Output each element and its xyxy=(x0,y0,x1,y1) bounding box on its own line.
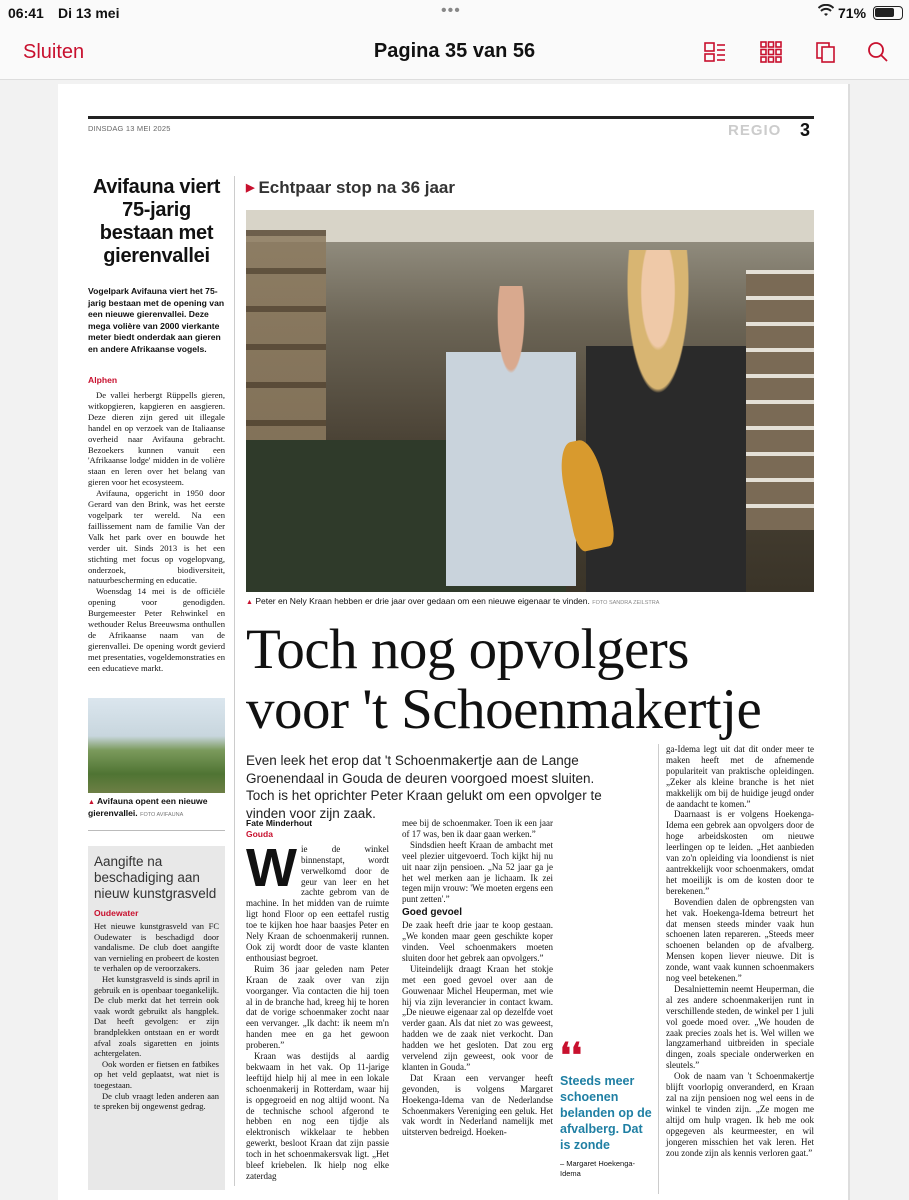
newspaper-page[interactable] xyxy=(58,84,848,1200)
paragraph: ie de winkel binnenstapt, wordt verwelkomd door de geur van leer en het zachte gebrom van de machine. In het midden van de ruimte ligt hond Floor op een eettafel rustig toe te kijken hoe haar baasjes Peter en Nely Kraan de schoenmakerij runnen. Ook zij wordt door de vaste klanten enthousiast begroet. xyxy=(246,843,389,963)
sidebar-place: Alphen xyxy=(88,375,118,385)
page-title: Pagina 35 van 56 xyxy=(373,40,536,62)
headline-line: Toch nog opvolgers xyxy=(246,618,689,681)
headline-line: voor 't Schoenmakertje xyxy=(246,678,762,741)
search-icon[interactable] xyxy=(866,40,892,66)
sidebar-body xyxy=(88,390,225,674)
news-brief-box xyxy=(88,846,225,1190)
article-place: Gouda xyxy=(246,828,273,839)
paragraph: mee bij de schoenmaker. Toen ik een jaar of 17 was, ben ik daar gaan werken.” xyxy=(402,818,553,839)
author-byline: Fate Minderhout xyxy=(246,818,313,828)
brief-body xyxy=(94,921,219,1112)
column-rule xyxy=(658,744,659,1194)
status-date: Di 13 mei xyxy=(58,5,120,21)
column-rule xyxy=(234,176,235,1186)
section-label: REGIO xyxy=(728,122,782,139)
photo-credit: FOTO AVIFAUNA xyxy=(140,812,184,818)
paragraph: ga-Idema legt uit dat dit onder meer te maken heeft met de afnemende populariteit van praktische opleidingen. „Zeker als kleine branche is het niet makkelijk om bij de huidige jeugd onder de aandacht te komen.” xyxy=(666,744,814,809)
paragraph: Kraan was destijds al aardig bekwaam in het vak. Op 11-jarige leeftijd hielp hij al mee in een lokale schoenmakerij in Rotterdam, waar hij is opgegroeid en nog altijd woont. Na de technische school afgerond te hebben en nog een tijdje als elektronisch wikkelaar te hebben gewerkt, besloot Kraan dat zijn passie toch in het schoenmakersvak ligt. „Het bleef kriebelen. Ik hielp nog elke zaterdag xyxy=(246,1051,389,1181)
battery-percentage: 71% xyxy=(838,5,867,21)
subheading: Goed gevoel xyxy=(402,907,463,919)
vulture-valley-photo xyxy=(88,698,225,793)
divider xyxy=(88,830,225,831)
page-number: 3 xyxy=(800,120,811,140)
paragraph: Het kunstgrasveld is sinds april in gebruik en is openbaar toegankelijk. De club merkt dat het terrein ook vaak wordt gebruikt als hangplek. Dat heeft gevolgen: er zijn brandplekken ontstaan en er wordt afval zoals sigaretten en joints achtergelaten. xyxy=(94,973,219,1059)
kicker-text: Echtpaar stop na 36 jaar xyxy=(258,178,455,197)
paragraph: Bovendien dalen de opbrengsten van het vak. Hoekenga-Idema betreurt het dat mensen steeds minder vaak hun schoenen laten repareren. „Steeds meer schoenen belanden op de afvalberg. Mensen kopen liever nieuwe. Dit is zonde, want vaak kunnen schoenmakers nog veel betekenen.” xyxy=(666,896,814,984)
paragraph: Ook de naam van 't Schoenmakertje blijft voorlopig onveranderd, en Kraan zal na zijn pensioen nog wel eens in de winkel te vinden zijn. „Ze mogen me altijd om hulp vragen. Ik heb me ook opgegeven als keurmeester, en wil jongeren misschien het vak leren. Het zou zonde zijn als kennis verloren gaat.” xyxy=(666,1071,814,1158)
article-headline xyxy=(246,620,826,740)
copy-pages-icon[interactable] xyxy=(814,40,840,66)
paragraph: Ook worden er fietsen en fatbikes op het veld geplaatst, wat niet is toegestaan. xyxy=(94,1058,219,1090)
paragraph: Desalniettemin neemt Heuperman, die al zes andere schoenmakerijen runt in verschillende steden, de winkel per 1 juli vol goede moed over. „We houden de zaak precies zoals het is. Wel willen we langzamerhand uitbreiden in speciale dingen, zoals speciale onderwerken en sleutels.” xyxy=(666,983,814,1071)
multitasking-dots-icon[interactable]: ••• xyxy=(441,2,461,19)
paragraph: De club vraagt leden anderen aan te spreken bij ongewenst gedrag. xyxy=(94,1090,219,1112)
drop-cap: W xyxy=(246,837,297,898)
brief-headline: Aangifte na beschadiging aan nieuw kunstgrasveld xyxy=(94,854,217,901)
paragraph: Daarnaast is er volgens Hoekenga-Idema een gebrek aan opvolgers door de hoge arbeidskosten om nieuwe leerlingen op te leiden. „Het aanbieden van zo'n opleiding via loondienst is niet aantrekkelijk voor schoenmakers, omdat het moeilijk is om de kosten door te berekenen.” xyxy=(666,809,814,896)
brief-place: Oudewater xyxy=(94,908,139,918)
article-kicker: ▶ Echtpaar stop na 36 jaar xyxy=(246,178,455,197)
article-column-3 xyxy=(666,744,814,1158)
page-edge xyxy=(848,84,850,1200)
page-dateline: DINSDAG 13 MEI 2025 xyxy=(88,124,171,133)
article-intro: Even leek het erop dat 't Schoenmakertje aan de Lange Groenendaal in Gouda de deuren voorgoed moest sluiten. Toch is het oprichter Peter Kraan gelukt om een opvolger te vinden voor zijn zaak. xyxy=(246,753,602,821)
paragraph: Dat Kraan een vervanger heeft gevonden, is volgens Margaret Hoekenga-Idema van de Nederlandse Schoenmakers Vereniging een geluk. Het vak wordt in Nederland namelijk met uitsterven bedreigd. Hoeken- xyxy=(402,1072,553,1138)
sidebar-headline: Avifauna viert 75-jarig bestaan met gierenvallei xyxy=(92,176,221,267)
article-column-1 xyxy=(246,818,389,1182)
caption-text: Peter en Nely Kraan hebben er drie jaar over gedaan om een nieuwe eigenaar te vinden. xyxy=(255,596,590,606)
main-photo-caption: ▲ Peter en Nely Kraan hebben er drie jaar over gedaan om een nieuwe eigenaar te vinden. FOTO SANDRA ZEILSTRA xyxy=(246,596,660,606)
paragraph: De zaak heeft drie jaar te koop gestaan. „We konden maar geen geschikte koper vinden. Veel schoenmakers moeten sluiten door het gebrek aan opvolgers.” xyxy=(402,920,553,963)
reader-toolbar xyxy=(0,26,909,80)
quote-text: Steeds meer schoenen belanden op de afvalberg. Dat is zonde xyxy=(560,1074,652,1152)
pull-quote xyxy=(560,1037,652,1178)
caption-text: Avifauna opent een nieuwe gierenvallei. xyxy=(88,796,208,818)
shoemakers-photo xyxy=(246,210,814,592)
sidebar-lead: Vogelpark Avifauna viert het 75-jarig bestaan met de opening van een nieuwe gierenvallei. Deze mega volière van 2000 vierkante meter biedt onderdak aan gieren en andere Afrikaanse vogels. xyxy=(88,286,225,354)
paragraph: Woensdag 14 mei is de officiële opening voor genodigden. Burgemeester Peter Rehwinkel en wethouder Relus Breeuwsma onthullen de Afrikaanse naam van de gierenvallei. De opening wordt gevierd met presentaties, vogeldemonstraties en een educatieve markt. xyxy=(88,586,225,673)
close-button[interactable]: Sluiten xyxy=(23,41,85,63)
article-column-2 xyxy=(402,818,553,1138)
battery-icon xyxy=(873,6,903,20)
status-bar xyxy=(0,0,909,26)
paragraph: Avifauna, opgericht in 1950 door Gerard van den Brink, was het eerste vogelpark ter wereld. Na een faillissement nam de familie Van der Valk het park over en bouwde het verder uit. Sinds 2013 is het een stichting met focus op vogelopvang, onderzoek, biodiversiteit, natuurbescherming en educatie. xyxy=(88,488,225,586)
top-rule xyxy=(88,116,814,119)
paragraph: Het nieuwe kunstgrasveld van FC Oudewater is beschadigd door vandalisme. De club doet aangifte van vernieling en probeert de kosten te verhalen op de veroorzakers. xyxy=(94,921,219,974)
paragraph: De vallei herbergt Rüppells gieren, witkopgieren, kapgieren en aasgieren. Deze dieren zijn gered uit illegale handel en op verzoek van de Italiaanse overheid naar Avifauna gebracht. Bezoekers kunnen vanuit een 'Afrikaanse lodge' midden in de volière staan en leren over het belang van gieren voor het ecosysteem. xyxy=(88,390,225,488)
quote-icon: ❛❛ xyxy=(560,1037,582,1075)
paragraph: Sindsdien heeft Kraan de ambacht met veel plezier uitgevoerd. Toch kijkt hij nu uit naar zijn pensioen. „Na 52 jaar ga je het wel merken aan je lichaam. Ik zei tegen mijn vrouw: 'We moeten ergens een punt zetten'.” xyxy=(402,839,553,905)
sidebar-photo-caption: ▲ Avifauna opent een nieuwe gierenvallei. FOTO AVIFAUNA xyxy=(88,796,208,818)
paragraph: Ruim 36 jaar geleden nam Peter Kraan de zaak over van zijn voorganger. Via contacten die hij toen al in de branche had, kreeg hij te horen dat de vorige schoenmaker zocht naar een vervanger. „Ik dacht: ik neem m'n handen mee en ga het gewoon proberen.” xyxy=(246,963,389,1051)
status-time: 06:41 xyxy=(8,5,44,21)
grid-view-icon[interactable] xyxy=(759,40,785,66)
wifi-icon xyxy=(818,4,834,21)
page-layout-icon[interactable] xyxy=(703,40,729,66)
paragraph: Uiteindelijk draagt Kraan het stokje met een goed gevoel over aan de Gouwenaar Michel Heuperman, met wie hij via zijn leverancier in contact kwam. „De nieuwe eigenaar zal op dezelfde voet verder gaan. Als dat niet zo was geweest, hadden we de zaak niet verkocht. Dan hadden we het gesloten. Dat zou erg vervelend zijn geweest, ook voor de klanten in Gouda.” xyxy=(402,963,553,1072)
photo-credit: FOTO SANDRA ZEILSTRA xyxy=(592,600,660,606)
quote-attribution: – Margaret Hoekenga-Idema xyxy=(560,1159,636,1178)
